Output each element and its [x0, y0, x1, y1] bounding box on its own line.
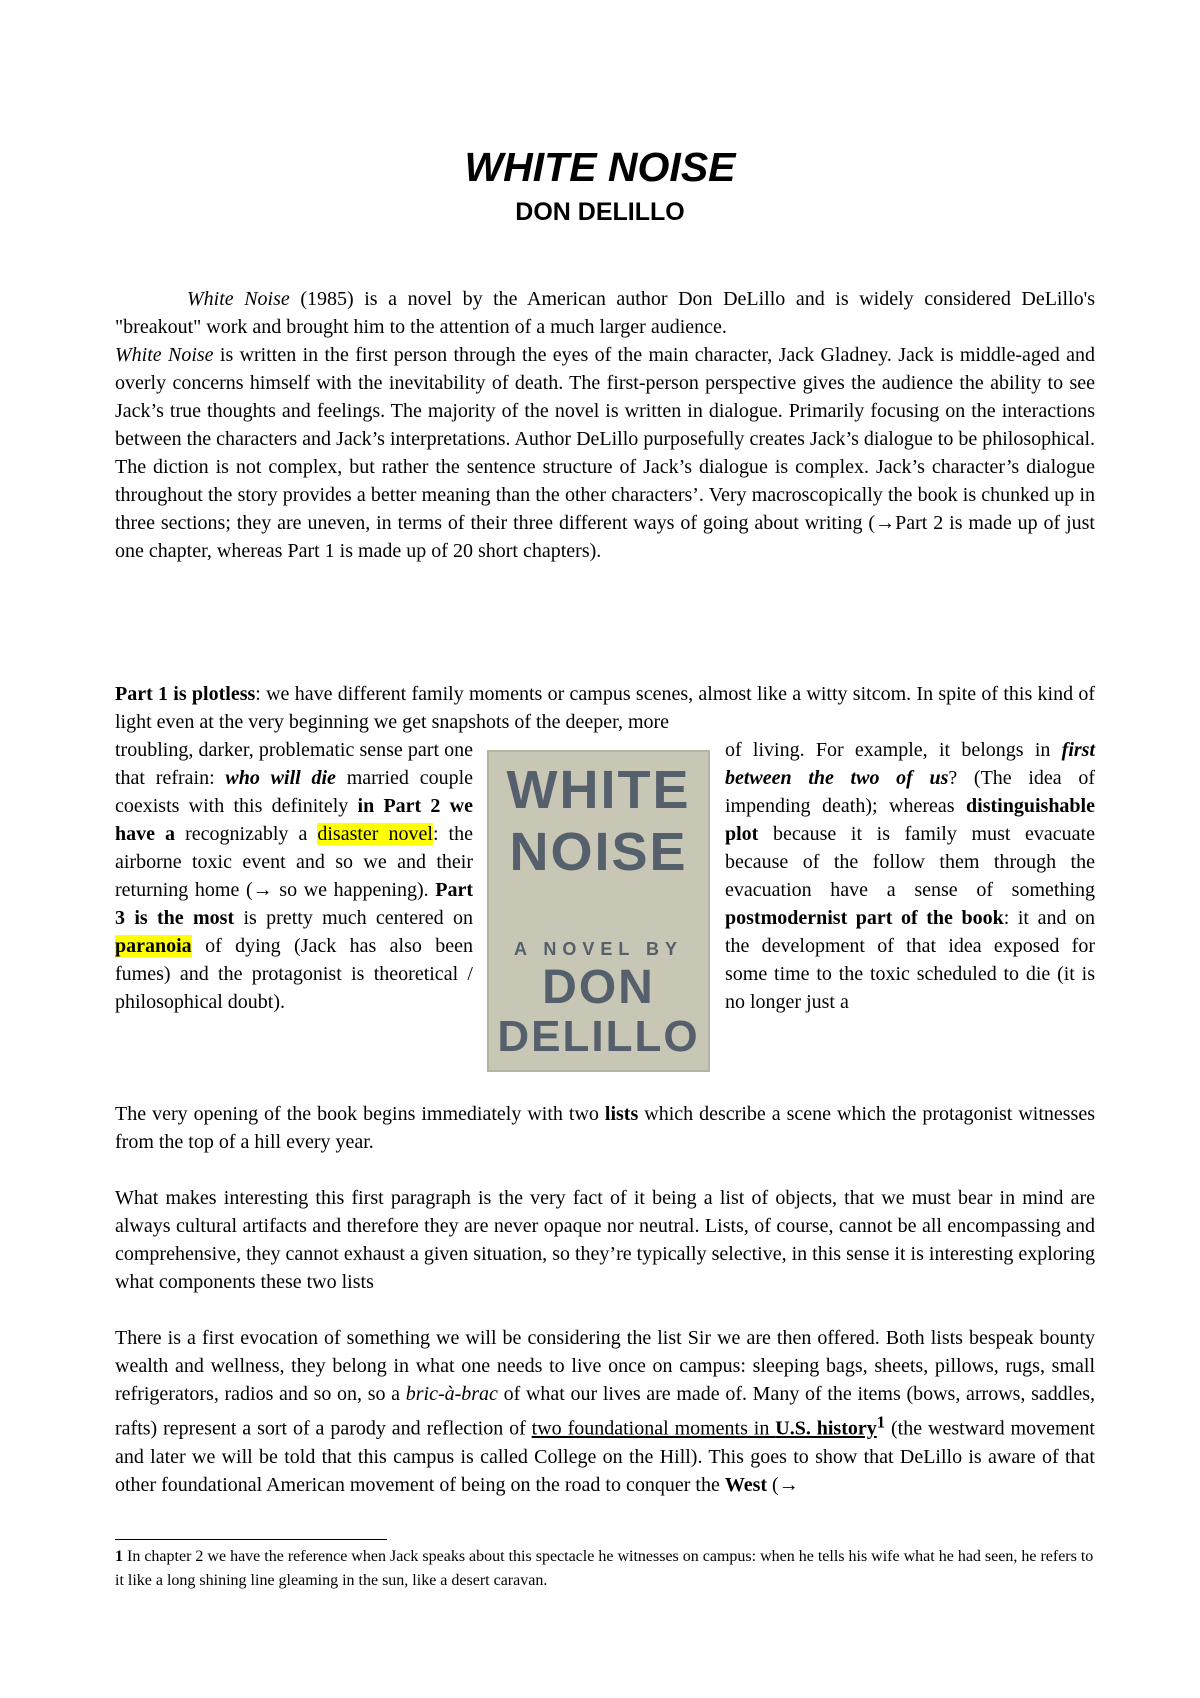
lists-text-2: which describe a scene which the protagonist witnesses from the top of a hill every year.: [115, 1103, 1096, 1153]
left-text-7: of dying (Jack has also been fumes) and the protagonist is theoretical / philosophical doubt).: [115, 935, 473, 1013]
footnote-number: 1: [115, 1548, 123, 1565]
part1-text: : we have different family moments or campus scenes, almost like a witty sitcom. In spite of this kind of light even at the very beginning we get snapshots of the deeper, more: [115, 683, 1096, 733]
evocation-text-4: (: [767, 1473, 779, 1496]
right-column-text: [725, 736, 1095, 1016]
cover-byline: A NOVEL BY: [513, 939, 684, 959]
lists-text-1: The very opening of the book begins immediately with two: [115, 1103, 605, 1125]
intro-sentence-2: is written in the first person through the eyes of the main character, Jack Gladney. Jack is middle-aged and overly concerns himself with the inevitability of death. The first-person perspective gives the audience the ability to see Jack’s true thoughts and feelings. The majority of the novel is written in dialogue. Primarily focusing on the interactions between the characters and Jack’s interpretations. Author DeLillo purposefully creates Jack’s dialogue to be philosophical. The diction is not complex, but rather the sentence structure of Jack’s dialogue is complex. Jack’s character’s dialogue throughout the story provides a better meaning than the other characters’. Very macroscopically the book is chunked up in three sections; they are uneven, in terms of their three different ways of going about writing (: [115, 344, 1095, 534]
objects-paragraph: [115, 1184, 1095, 1296]
highlight-paranoia: paranoia: [115, 935, 192, 957]
intro-book-title-2: White Noise: [115, 344, 214, 366]
arrow-icon: →: [252, 879, 273, 901]
cover-title-line-1: WHITE: [506, 760, 691, 820]
left-text-4: : the airborne toxic event and so we and their returning home (: [115, 823, 473, 901]
left-bold-part2: in Part 2 we have a: [115, 795, 473, 845]
part1-heading: Part 1 is plotless: [115, 683, 256, 705]
intro-book-title: White Noise: [187, 288, 290, 310]
objects-text: What makes interesting this first paragraph is the very fact of it being a list of objects, that we must bear in mind are always cultural artifacts and therefore they are never opaque nor neutral. Lists, of course, cannot be all encompassing and comprehensive, they cannot exhaust a given situation, so they’re typically selective, in this sense it is interesting exploring what components these two lists: [115, 1187, 1095, 1293]
arrow-icon: →: [778, 1473, 799, 1496]
left-text-1: troubling, darker, problematic sense part one that refrain:: [115, 739, 473, 789]
evocation-text-2: of what our lives are made of. Many of the items (bows, arrows, saddles, rafts) represent a sort of a parody and reflection of: [115, 1383, 1095, 1440]
left-text-2: married couple coexists with this definitely: [115, 767, 474, 817]
cover-author-last: DELILLO: [497, 1012, 700, 1061]
right-text-1: of living. For example, it belongs in: [725, 739, 1062, 761]
footnote-ref[interactable]: 1: [876, 1412, 886, 1431]
arrow-icon: →: [875, 512, 896, 534]
book-cover-image: [487, 750, 710, 1072]
cover-title-line-2: NOISE: [509, 822, 688, 882]
footnote-text: In chapter 2 we have the reference when Jack speaks about this spectacle he witnesses on campus: when he tells his wife what he had seen, he refers to it like a long shining line gleaming in the sun, like a desert caravan.: [115, 1548, 1094, 1589]
left-text-6: is pretty much centered on: [234, 907, 473, 929]
evocation-paragraph: [115, 1324, 1095, 1499]
right-text-3: because it is family must evacuate because of the follow them through the evacuation have a sense of something: [725, 823, 1095, 901]
intro-sentence-1: (1985) is a novel by the American author Don DeLillo and is widely considered DeLillo's "breakout" work and brought him to the attention of a much larger audience.: [115, 288, 1095, 338]
highlight-disaster-novel: disaster novel: [317, 823, 433, 845]
evocation-text-3: (the westward movement and later we will be told that this campus is called College on the Hill). This goes to show that DeLillo is aware of that other foundational American movement of being on the road to conquer the: [115, 1417, 1095, 1496]
document-title: WHITE NOISE: [464, 144, 736, 190]
intro-sentence-3: Part 2 is made up of just one chapter, whereas Part 1 is made up of 20 short chapters).: [115, 512, 1095, 562]
evocation-bold-west: West: [724, 1473, 768, 1496]
intro-paragraph: [115, 285, 1095, 565]
right-text-4: : it and on the development of that idea exposed for some time to the toxic scheduled to die (it is no longer just a: [725, 907, 1096, 1013]
left-text-5: so we happening).: [272, 879, 436, 901]
lists-bold: lists: [604, 1103, 639, 1125]
left-bold-who-will-die: who will die: [225, 767, 336, 789]
right-bold-first-between: first between the two of us: [725, 739, 1095, 789]
document-author: DON DELILLO: [515, 198, 685, 226]
left-text-3: recognizably a: [175, 823, 318, 845]
underlined-us-history: U.S. history: [775, 1417, 877, 1440]
left-column-text: [115, 736, 473, 1016]
right-bold-plot: distinguishable plot: [725, 795, 1095, 845]
left-bold-part3: Part 3 is the most: [115, 879, 473, 929]
underlined-foundational: two foundational moments in: [531, 1417, 776, 1440]
lists-paragraph: [115, 1100, 1095, 1156]
part1-paragraph: [115, 680, 1095, 736]
right-text-2: ? (The idea of impending death); whereas: [725, 767, 1095, 817]
footnote-divider: [115, 1539, 387, 1540]
evocation-text-1: There is a first evocation of something we will be considering the list Sir we are then offered. Both lists bespeak bounty wealth and wellness, they belong in what one needs to live once on campus: sleeping bags, sheets, pillows, rugs, small refrigerators, radios and so on, so a: [115, 1327, 1095, 1405]
footnote: [115, 1545, 1095, 1593]
cover-author-first: DON: [542, 961, 655, 1014]
evocation-italic: bric-à-brac: [405, 1383, 498, 1405]
right-bold-postmodernist: postmodernist part of the book: [725, 907, 1004, 929]
